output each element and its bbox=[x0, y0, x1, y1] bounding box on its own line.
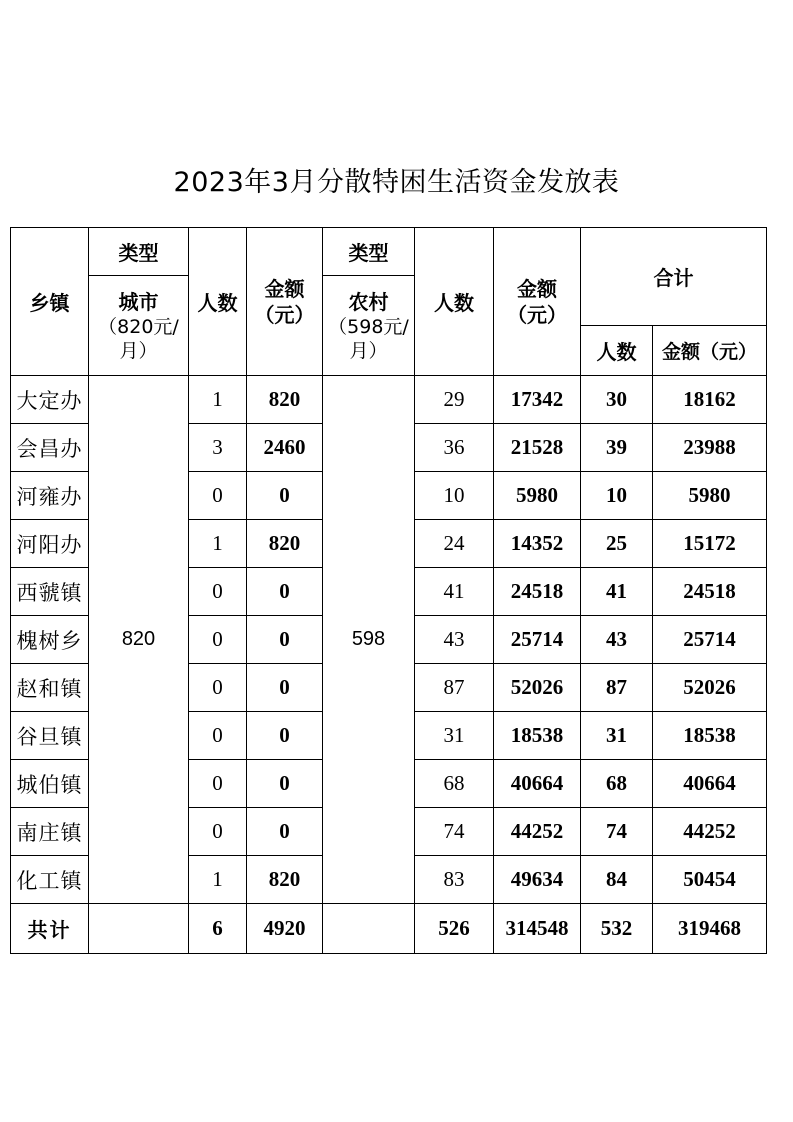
sum-amount: 15172 bbox=[653, 520, 767, 568]
city-amount: 0 bbox=[247, 472, 323, 520]
total-sum-count: 532 bbox=[581, 904, 653, 954]
rural-standard: 598 bbox=[323, 376, 415, 904]
sum-count: 43 bbox=[581, 616, 653, 664]
header-total-amount: 金额（元） bbox=[653, 326, 767, 376]
total-label: 共计 bbox=[11, 904, 89, 954]
rural-count: 10 bbox=[415, 472, 494, 520]
township-name: 槐树乡 bbox=[11, 616, 89, 664]
city-count: 3 bbox=[189, 424, 247, 472]
header-city-label: 城市 bbox=[118, 289, 159, 314]
header-row-1 bbox=[11, 228, 767, 276]
city-amount: 0 bbox=[247, 760, 323, 808]
sum-amount: 24518 bbox=[653, 568, 767, 616]
city-count: 0 bbox=[189, 664, 247, 712]
sum-count: 41 bbox=[581, 568, 653, 616]
city-count: 1 bbox=[189, 520, 247, 568]
rural-amount: 52026 bbox=[494, 664, 581, 712]
city-amount: 820 bbox=[247, 856, 323, 904]
header-city-rate: （820元/月） bbox=[98, 315, 179, 362]
rural-amount: 44252 bbox=[494, 808, 581, 856]
township-name: 西虢镇 bbox=[11, 568, 89, 616]
sum-amount: 23988 bbox=[653, 424, 767, 472]
city-count: 1 bbox=[189, 376, 247, 424]
table-row bbox=[11, 376, 767, 424]
township-name: 南庄镇 bbox=[11, 808, 89, 856]
rural-amount: 17342 bbox=[494, 376, 581, 424]
total-sum-amount: 319468 bbox=[653, 904, 767, 954]
city-count: 1 bbox=[189, 856, 247, 904]
township-name: 河阳办 bbox=[11, 520, 89, 568]
sum-count: 10 bbox=[581, 472, 653, 520]
sum-count: 30 bbox=[581, 376, 653, 424]
sum-count: 74 bbox=[581, 808, 653, 856]
sum-amount: 18538 bbox=[653, 712, 767, 760]
rural-count: 36 bbox=[415, 424, 494, 472]
header-total-count: 人数 bbox=[581, 326, 653, 376]
rural-count: 24 bbox=[415, 520, 494, 568]
sum-count: 87 bbox=[581, 664, 653, 712]
city-standard: 820 bbox=[89, 376, 189, 904]
header-rural-amount: 金额（元） bbox=[494, 228, 581, 376]
header-rural-label: 农村 bbox=[348, 289, 389, 314]
city-amount: 2460 bbox=[247, 424, 323, 472]
page-title: 2023年3月分散特困生活资金发放表 bbox=[173, 167, 620, 198]
city-count: 0 bbox=[189, 568, 247, 616]
township-name: 会昌办 bbox=[11, 424, 89, 472]
sum-amount: 25714 bbox=[653, 616, 767, 664]
header-rural-category bbox=[323, 276, 415, 376]
header-city-amount: 金额（元） bbox=[247, 228, 323, 376]
header-city-category bbox=[89, 276, 189, 376]
city-count: 0 bbox=[189, 472, 247, 520]
header-city-type: 类型 bbox=[89, 228, 189, 276]
header-township: 乡镇 bbox=[11, 228, 89, 376]
total-rural-amount: 314548 bbox=[494, 904, 581, 954]
rural-count: 43 bbox=[415, 616, 494, 664]
city-amount: 0 bbox=[247, 712, 323, 760]
rural-count: 87 bbox=[415, 664, 494, 712]
rural-count: 29 bbox=[415, 376, 494, 424]
sum-count: 84 bbox=[581, 856, 653, 904]
rural-count: 41 bbox=[415, 568, 494, 616]
rural-count: 68 bbox=[415, 760, 494, 808]
header-city-count: 人数 bbox=[189, 228, 247, 376]
rural-amount: 18538 bbox=[494, 712, 581, 760]
rural-amount: 40664 bbox=[494, 760, 581, 808]
sum-amount: 18162 bbox=[653, 376, 767, 424]
rural-amount: 14352 bbox=[494, 520, 581, 568]
allowance-table bbox=[10, 227, 767, 954]
sum-amount: 40664 bbox=[653, 760, 767, 808]
township-name: 赵和镇 bbox=[11, 664, 89, 712]
rural-amount: 5980 bbox=[494, 472, 581, 520]
city-count: 0 bbox=[189, 712, 247, 760]
township-name: 河雍办 bbox=[11, 472, 89, 520]
rural-amount: 25714 bbox=[494, 616, 581, 664]
sum-amount: 44252 bbox=[653, 808, 767, 856]
city-count: 0 bbox=[189, 808, 247, 856]
city-amount: 820 bbox=[247, 376, 323, 424]
total-rural-count: 526 bbox=[415, 904, 494, 954]
city-amount: 0 bbox=[247, 808, 323, 856]
city-amount: 0 bbox=[247, 664, 323, 712]
header-total-group: 合计 bbox=[581, 228, 767, 326]
header-rural-type: 类型 bbox=[323, 228, 415, 276]
rural-amount: 24518 bbox=[494, 568, 581, 616]
rural-count: 74 bbox=[415, 808, 494, 856]
total-city-count: 6 bbox=[189, 904, 247, 954]
city-amount: 0 bbox=[247, 616, 323, 664]
sum-count: 39 bbox=[581, 424, 653, 472]
township-name: 谷旦镇 bbox=[11, 712, 89, 760]
total-city-amount: 4920 bbox=[247, 904, 323, 954]
rural-amount: 49634 bbox=[494, 856, 581, 904]
rural-amount: 21528 bbox=[494, 424, 581, 472]
township-name: 化工镇 bbox=[11, 856, 89, 904]
sum-amount: 52026 bbox=[653, 664, 767, 712]
total-row bbox=[11, 904, 767, 954]
township-name: 大定办 bbox=[11, 376, 89, 424]
header-rural-rate: （598元/月） bbox=[328, 315, 409, 362]
city-amount: 0 bbox=[247, 568, 323, 616]
rural-count: 31 bbox=[415, 712, 494, 760]
sum-amount: 50454 bbox=[653, 856, 767, 904]
city-amount: 820 bbox=[247, 520, 323, 568]
sum-count: 31 bbox=[581, 712, 653, 760]
city-count: 0 bbox=[189, 760, 247, 808]
total-blank-rural bbox=[323, 904, 415, 954]
sum-count: 68 bbox=[581, 760, 653, 808]
sum-count: 25 bbox=[581, 520, 653, 568]
township-name: 城伯镇 bbox=[11, 760, 89, 808]
total-blank-city bbox=[89, 904, 189, 954]
header-rural-count: 人数 bbox=[415, 228, 494, 376]
city-count: 0 bbox=[189, 616, 247, 664]
sum-amount: 5980 bbox=[653, 472, 767, 520]
rural-count: 83 bbox=[415, 856, 494, 904]
